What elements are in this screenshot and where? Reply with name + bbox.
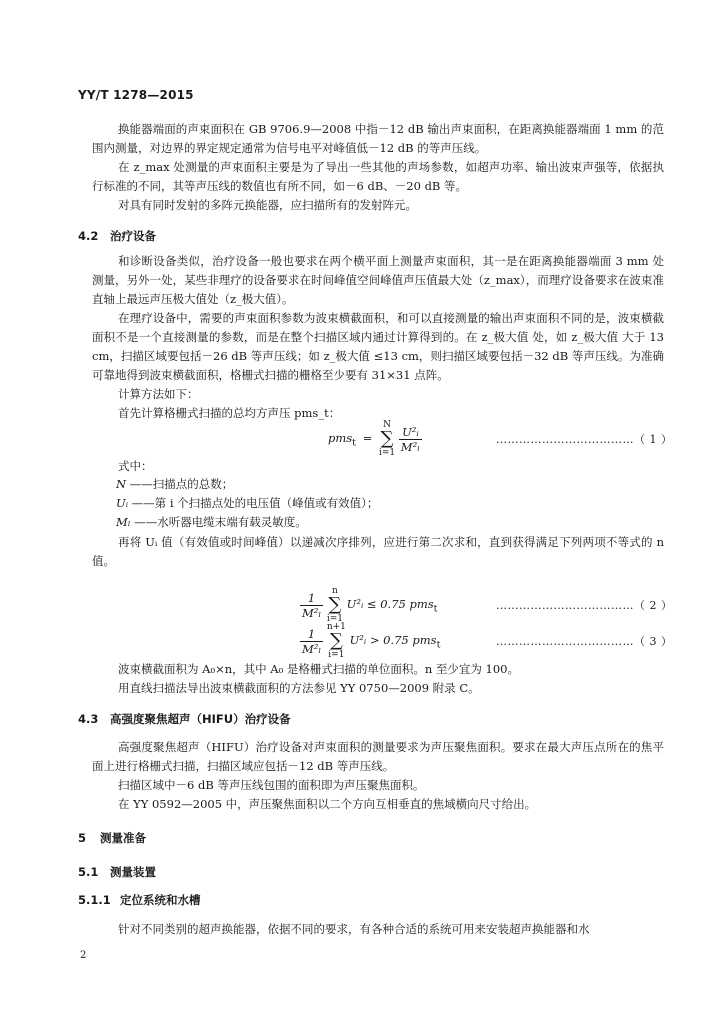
section-5-1-1-heading: 5.1.1 定位系统和水槽: [78, 893, 201, 907]
eq1-numerator: U²ᵢ: [399, 425, 422, 440]
eq1-fraction: [399, 425, 422, 454]
eq1-tag: ………………………………（ 1 ）: [496, 433, 673, 446]
eq3-tag: ………………………………（ 3 ）: [496, 635, 673, 648]
eq1-lhs-sub: t: [352, 437, 357, 449]
eq2-tag: ………………………………（ 2 ）: [496, 599, 673, 612]
s43-paragraph-2: 扫描区域中－6 dB 等声压线包围的面积即为声压聚焦面积。: [118, 778, 425, 792]
section-5-1-heading: 5.1 测量装置: [78, 865, 156, 879]
eq3-rhs: U²ᵢ > 0.75 pms: [349, 633, 437, 647]
intro-paragraph-1: 换能器端面的声束面积在 GB 9706.9—2008 中指－12 dB 输出声束面积，在距离换能器端面 1 mm 的范围内测量，对边界的界定规定通常为信号电平对峰值低－12 dB 的等声压线。: [92, 122, 664, 155]
definition-ML: Mₗ ——水听器电缆末端有载灵敏度。: [116, 515, 307, 529]
section-title: 治疗设备: [110, 229, 156, 243]
equation-3: $\frac{1}{\text{M²ₗ}}$ n+1 ∑ i=1 U²ᵢ > 0.75 pms$_t$: [302, 622, 441, 660]
eq1-sum: N ∑ i=1: [378, 420, 396, 458]
eq1-sum-bottom: i=1: [378, 448, 396, 458]
s42-paragraph-1: 和诊断设备类似，治疗设备一般也要求在两个横平面上测量声束面积，其一是在距离换能器端面 3 mm 处测量，另外一处，某些非理疗的设备要求在时间峰值空间峰值声压值最大处（z_max），而理疗设备要求在波束准直轴上最远声压极大值处（z_极大值）。: [92, 254, 664, 306]
definition-Ui: Uᵢ ——第 i 个扫描点处的电压值（峰值或有效值）；: [116, 496, 379, 510]
intro-paragraph-3: 对具有同时发射的多阵元换能器，应扫描所有的发射阵元。: [118, 198, 417, 212]
eq1-denominator: M²ₗ: [400, 439, 420, 454]
s43-paragraph-3: 在 YY 0592—2005 中，声压聚焦面积以二个方向互相垂直的焦域横向尺寸给出。: [118, 797, 537, 811]
eq2-rhs: U²ᵢ ≤ 0.75 pms: [346, 597, 434, 611]
s42-paragraph-3: 再将 Uᵢ 值（有效值或时间峰值）以递减次序排列，应进行第二次求和，直到获得满足下列两项不等式的 n 值。: [92, 535, 664, 568]
last-paragraph: 针对不同类别的超声换能器，依据不同的要求，有各种合适的系统可用来安装超声换能器和水: [118, 922, 590, 936]
definition-N: N ——扫描点的总数；: [116, 477, 234, 491]
section-4-2-heading: [78, 228, 156, 244]
eq1-sum-top: N: [383, 420, 391, 430]
eq1-lhs: pms: [328, 431, 353, 445]
section-4-3-heading: 4.3 高强度聚焦超声（HIFU）治疗设备: [78, 712, 291, 726]
calc-intro: 计算方法如下：: [118, 387, 199, 401]
equation-2: $\frac{1}{\text{M²ₗ}}$ n ∑ i=1 U²ᵢ ≤ 0.75 pms$_t$: [302, 586, 438, 624]
equation-1: pms$_t$ = N ∑ i=1 $\frac{\text{U²ᵢ}}{\text{M²ₗ}}$: [328, 420, 420, 458]
document-header: YY/T 1278—2015: [78, 88, 194, 102]
s43-paragraph-1: 高强度聚焦超声（HIFU）治疗设备对声束面积的测量要求为声压聚焦面积。要求在最大声压点所在的焦平面上进行格栅式扫描，扫描区域应包括－12 dB 等声压线。: [92, 740, 664, 773]
section-number: 4.2: [78, 229, 99, 243]
section-5-heading: 5 测量准备: [78, 831, 146, 845]
first-step: 首先计算格栅式扫描的总均方声压 pms_t：: [118, 406, 341, 420]
s42-paragraph-2: 在理疗设备中，需要的声束面积参数为波束横截面积，和可以直接测量的输出声束面积不同的是，波束横截面积不是一个直接测量的参数，而是在整个扫描区域内通过计算得到的。在 z_极大值 处，如 z_极大值 大于 13 cm，扫描区域要包括－26 dB 等声压线；如 z_极大值 ≤13 cm，则扫描区域要包括－32 dB 等声压线。为准确可靠地得到波束横截面积，格栅式扫描的栅格至少要有 31×31 点阵。: [92, 311, 664, 382]
page-number: 2: [80, 950, 87, 961]
where-label: 式中：: [118, 459, 153, 473]
s42-paragraph-4: 波束横截面积为 A₀×n，其中 A₀ 是格栅式扫描的单位面积。n 至少宜为 100。: [118, 662, 520, 676]
s42-paragraph-5: 用直线扫描法导出波束横截面积的方法参见 YY 0750—2009 附录 C。: [118, 681, 480, 695]
intro-paragraph-2: 在 z_max 处测量的声束面积主要是为了导出一些其他的声场参数，如超声功率、输出波束声强等，依据执行标准的不同，其等声压线的数值也有所不同，如－6 dB、－20 dB 等。: [92, 160, 664, 193]
